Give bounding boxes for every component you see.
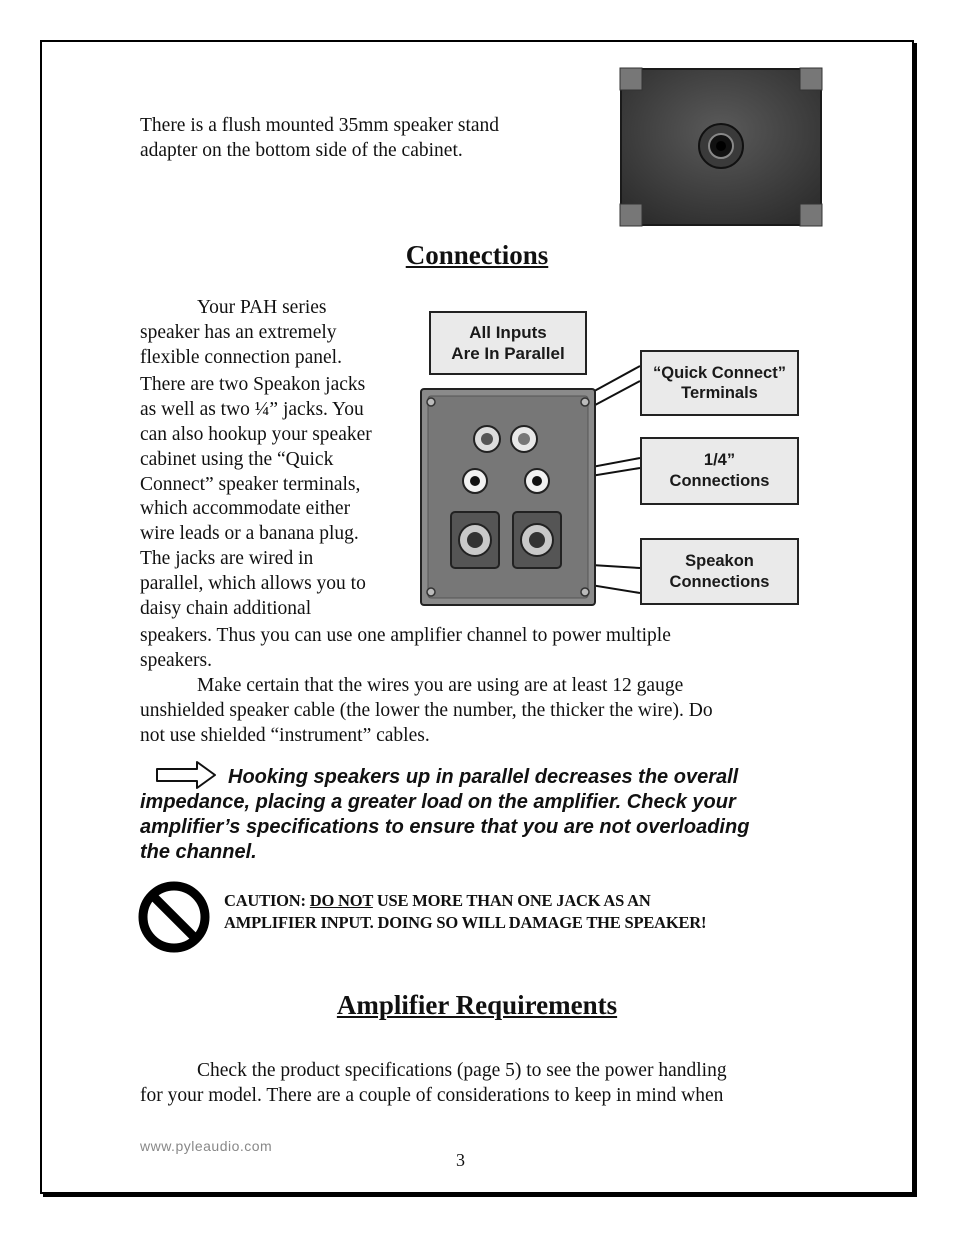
page-number: 3 — [456, 1150, 465, 1170]
conn-line-12: parallel, which allows you to — [140, 573, 366, 594]
quick-connect-callout — [640, 350, 799, 416]
conn-wide-line-4: unshielded speaker cable (the lower the number, the thicker the wire). Do — [140, 700, 713, 721]
conn-line-7: cabinet using the “Quick — [140, 449, 334, 470]
note-line-2: impedance, placing a greater load on the amplifier. Check your — [140, 791, 736, 813]
conn-line-4: There are two Speakon jacks — [140, 374, 366, 395]
amplifier-heading: Amplifier Requirements — [336, 990, 618, 1020]
conn-wide-line-2: speakers. — [140, 650, 213, 671]
conn-line-6: can also hookup your speaker — [140, 424, 372, 445]
note-line-4: the channel. — [140, 841, 257, 863]
footer-url: www.pyleaudio.com — [140, 1138, 273, 1154]
conn-line-9: which accommodate either — [140, 498, 351, 519]
quarter-inch-callout — [640, 437, 799, 505]
caution-line-2: AMPLIFIER INPUT. DOING SO WILL DAMAGE THE SPEAKER! — [224, 913, 707, 932]
conn-line-5: as well as two ¼” jacks. You — [140, 399, 364, 420]
connection-panel-diagram — [418, 308, 803, 608]
intro-line-1: There is a flush mounted 35mm speaker stand — [140, 115, 500, 136]
quarter-callout-line-1: 1/4” — [703, 451, 736, 469]
caution-do-not: DO NOT — [309, 891, 373, 910]
conn-line-8: Connect” speaker terminals, — [140, 474, 361, 495]
intro-line-2: adapter on the bottom side of the cabinet. — [140, 140, 463, 161]
amp-line-1: Check the product specifications (page 5) to see the power handling — [197, 1060, 727, 1081]
conn-line-10: wire leads or a banana plug. — [140, 523, 359, 544]
amp-line-2: for your model. There are a couple of considerations to keep in mind when — [140, 1085, 724, 1106]
caution-line-1 — [224, 890, 824, 912]
prohibited-icon — [137, 880, 211, 954]
note-line-1: Hooking speakers up in parallel decreases the overall — [228, 766, 739, 788]
conn-line-2: speaker has an extremely — [140, 322, 337, 343]
conn-wide-line-1: speakers. Thus you can use one amplifier channel to power multiple — [140, 625, 671, 646]
conn-wide-line-3: Make certain that the wires you are using are at least 12 gauge — [197, 675, 684, 696]
quick-callout-line-2: Terminals — [681, 384, 758, 402]
quick-callout-line-1: “Quick Connect” — [653, 364, 786, 382]
speakon-callout — [640, 538, 799, 605]
speakon-callout-line-1: Speakon — [685, 551, 754, 570]
parallel-callout-line-1: All Inputs — [469, 323, 547, 342]
note-line-3: amplifier’s specifications to ensure that you are not overloading — [140, 816, 750, 838]
parallel-warning-note — [140, 765, 830, 865]
conn-line-1: Your PAH series — [197, 297, 327, 318]
connections-heading: Connections — [405, 240, 549, 270]
caution-text — [224, 890, 824, 934]
conn-line-3: flexible connection panel. — [140, 347, 342, 368]
parallel-callout-line-2: Are In Parallel — [451, 344, 565, 363]
conn-line-11: The jacks are wired in — [140, 548, 314, 569]
caution-rest: USE MORE THAN ONE JACK AS AN — [372, 891, 651, 910]
quarter-callout-line-2: Connections — [669, 472, 770, 490]
conn-line-13: daisy chain additional — [140, 598, 312, 619]
cabinet-bottom-image — [618, 66, 824, 228]
conn-wide-line-5: not use shielded “instrument” cables. — [140, 725, 430, 746]
caution-prefix: CAUTION: — [224, 891, 310, 910]
speakon-callout-line-2: Connections — [669, 572, 770, 591]
